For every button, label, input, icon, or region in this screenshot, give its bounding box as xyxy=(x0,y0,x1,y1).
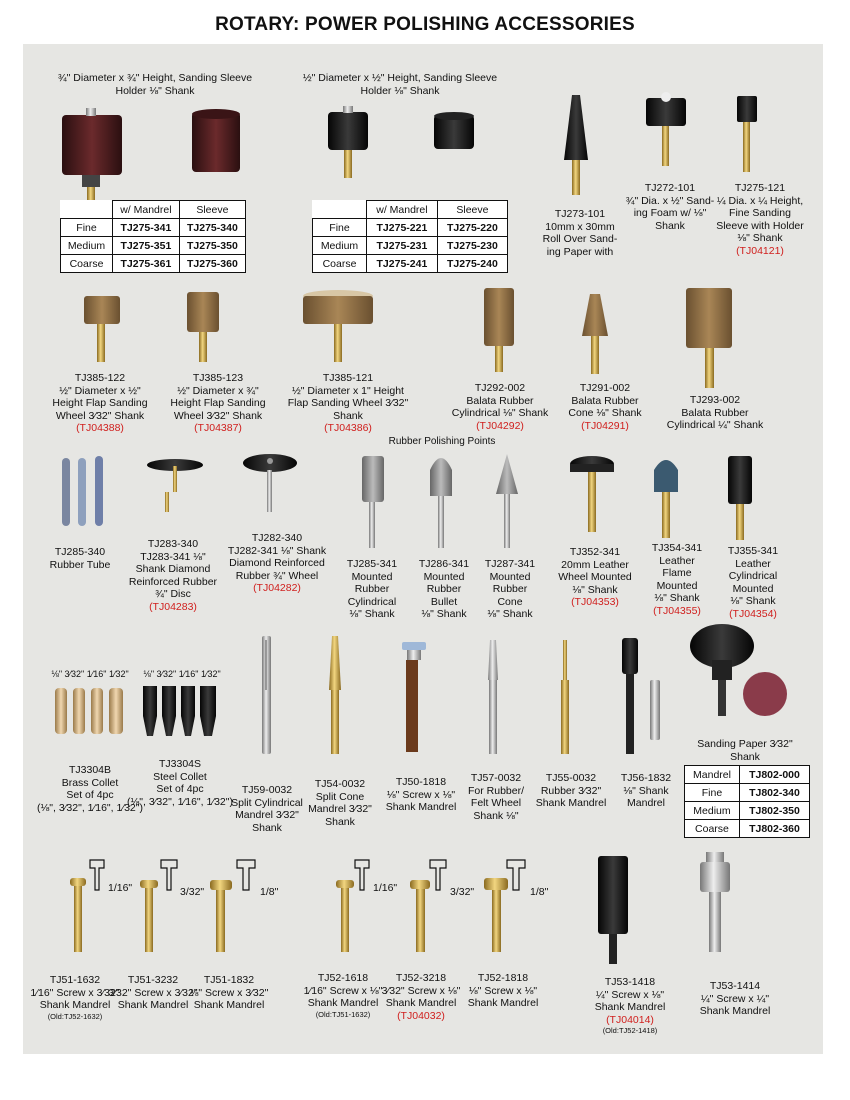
sanding-sleeve-with-mandrel-small xyxy=(328,106,368,178)
mounted-rubber-cone xyxy=(496,454,518,548)
product-tj283-340: TJ283-340 TJ283-341 ⅛" Shank Diamond Reinforced Rubber ¾" Disc (TJ04283) xyxy=(128,538,218,613)
product-tj3304s: TJ3304S Steel Collet Set of 4pc (⅛", 3⁄32", 1⁄16", 1⁄32") xyxy=(127,758,233,808)
leather-wheel xyxy=(570,456,614,532)
product-tj286-341: TJ286-341 Mounted Rubber Bullet ⅛" Shank xyxy=(418,558,470,620)
rubber-mandrel xyxy=(561,640,569,754)
product-tj57-0032: TJ57-0032 For Rubber/ Felt Wheel Shank ⅛" xyxy=(467,772,525,822)
product-tj273-101: TJ273-101 10mm x 30mm Roll Over Sand- ing Paper with xyxy=(542,208,618,258)
flap-wheel-small xyxy=(84,296,120,362)
table-row: Mandrel TJ802-000 xyxy=(685,766,810,784)
product-tj354-341: TJ354-341 Leather Flame Mounted ⅛" Shank (TJ04355) xyxy=(651,542,703,617)
size-label: 1/16" xyxy=(373,882,398,894)
product-tj355-341: TJ355-341 Leather Cylindrical Mounted ⅛" Shank (TJ04354) xyxy=(727,545,779,620)
rubber-points-heading: Rubber Polishing Points xyxy=(388,436,496,447)
size-label: 1/8" xyxy=(260,886,279,898)
sleeve-12-caption: ½" Diameter x ½" Height, Sanding Sleeve Holder ⅛" Shank xyxy=(302,72,498,97)
table-row: Coarse TJ275-361 TJ275-360 xyxy=(61,255,246,273)
sleeve-34-table: w/ Mandrel Sleeve Fine TJ275-341 TJ275-340 Medium TJ275-351 TJ275-350 Coarse TJ275-361 TJ275-360 xyxy=(60,200,246,273)
product-tj287-341: TJ287-341 Mounted Rubber Cone ⅛" Shank xyxy=(484,558,536,620)
sanding-sleeve-small xyxy=(434,112,474,149)
table-row: Medium TJ275-231 TJ275-230 xyxy=(313,237,508,255)
screw-mandrel-1818 xyxy=(402,642,426,752)
product-tj352-341: TJ352-341 20mm Leather Wheel Mounted ⅛" Shank (TJ04353) xyxy=(558,546,632,608)
product-tj282-340: TJ282-340 TJ282-341 ⅛" Shank Diamond Reinforced Rubber ¾" Wheel (TJ04282) xyxy=(227,532,327,594)
split-cylindrical-mandrel xyxy=(262,636,271,754)
table-row: Medium TJ802-350 xyxy=(685,802,810,820)
product-tj292-002: TJ292-002 Balata Rubber Cylindrical ⅛" Shank (TJ04292) xyxy=(451,382,549,432)
product-tj53-1418: TJ53-1418 ¼" Screw x ⅛" Shank Mandrel (TJ04014) (Old:TJ52-1418) xyxy=(594,976,666,1035)
page-title: ROTARY: POWER POLISHING ACCESSORIES xyxy=(215,14,635,35)
brass-collets xyxy=(55,688,123,734)
shank-mandrel-1832 xyxy=(622,638,660,754)
size-label: 3/32" xyxy=(450,886,475,898)
product-tj56-1832: TJ56-1832 ⅛" Shank Mandrel xyxy=(620,772,672,809)
product-tj54-0032: TJ54-0032 Split Cone Mandrel 3⁄32" Shank xyxy=(308,778,372,828)
leather-cylinder xyxy=(728,456,752,540)
fine-sanding-sleeve-holder xyxy=(737,96,757,172)
sanding-paper-caption: Sanding Paper 3⁄32" Shank xyxy=(697,738,793,763)
product-tj285-341: TJ285-341 Mounted Rubber Cylindrical ⅛" Shank xyxy=(346,558,398,620)
product-tj385-122: TJ385-122 ½" Diameter x ½" Height Flap Sanding Wheel 3⁄32" Shank (TJ04388) xyxy=(52,372,148,434)
product-tj385-123: TJ385-123 ½" Diameter x ¾" Height Flap Sanding Wheel 3⁄32" Shank (TJ04387) xyxy=(170,372,266,434)
balata-rubber-cone xyxy=(582,294,608,374)
table-row: Fine TJ802-340 xyxy=(685,784,810,802)
sanding-sleeve-with-mandrel-large xyxy=(62,108,122,207)
product-tj51-1832: TJ51-1832 ⅛" Screw x 3⁄32" Shank Mandrel xyxy=(189,974,269,1011)
product-tj50-1818: TJ50-1818 ⅛" Screw x ⅛" Shank Mandrel xyxy=(385,776,457,813)
diamond-rubber-disc xyxy=(147,459,203,512)
size-label: 1/16" xyxy=(108,882,133,894)
collet-sizes-brass: ⅛" 3⁄32" 1⁄16" 1⁄32" xyxy=(51,669,129,679)
product-tj275-121: TJ275-121 ¼ Dia. x ¼ Height, Fine Sanding Sleeve with Holder ⅛" Shank (TJ04121) xyxy=(716,182,804,257)
felt-wheel-mandrel xyxy=(488,640,498,754)
size-label: 1/8" xyxy=(530,886,549,898)
diamond-rubber-wheel xyxy=(243,454,297,512)
product-tj293-002: TJ293-002 Balata Rubber Cylindrical ¼" Shank xyxy=(666,394,764,431)
product-tj285-340: TJ285-340 Rubber Tube xyxy=(49,546,111,571)
sanding-sleeve-large xyxy=(192,109,240,172)
size-label: 3/32" xyxy=(180,886,205,898)
product-tj59-0032: TJ59-0032 Split Cylindrical Mandrel 3⁄32" Shank xyxy=(231,784,303,834)
table-row: Fine TJ275-341 TJ275-340 xyxy=(61,219,246,237)
sanding-foam-drum xyxy=(646,92,686,166)
steel-collets xyxy=(143,686,216,736)
product-tj51-1632: TJ51-1632 1⁄16" Screw x 3⁄32" Shank Mandrel (Old:TJ52-1632) xyxy=(30,974,120,1021)
flap-wheel-medium xyxy=(187,292,219,362)
mounted-rubber-bullet xyxy=(430,458,452,548)
product-tj52-1618: TJ52-1618 1⁄16" Screw x ⅛" Shank Mandrel (Old:TJ51-1632) xyxy=(303,972,383,1019)
sanding-paper-disc xyxy=(690,624,787,716)
product-tj55-0032: TJ55-0032 Rubber 3⁄32" Shank Mandrel xyxy=(535,772,607,809)
split-cone-mandrel xyxy=(329,636,341,754)
mounted-rubber-cylinder xyxy=(362,456,384,548)
product-tj3304b: TJ3304B Brass Collet Set of 4pc (⅛", 3⁄32", 1⁄16", 1⁄32") xyxy=(37,764,143,814)
product-tj51-3232: TJ51-3232 3⁄32" Screw x 3⁄32" Shank Mandrel xyxy=(108,974,198,1011)
sleeve-34-caption: ¾" Diameter x ¾" Height, Sanding Sleeve Holder ⅛" Shank xyxy=(57,72,253,97)
sanding-paper-table xyxy=(684,765,810,838)
table-row: Fine TJ275-221 TJ275-220 xyxy=(313,219,508,237)
screw-size-diagram-b xyxy=(325,858,585,898)
product-tj385-121: TJ385-121 ½" Diameter x 1" Height Flap Sanding Wheel 3⁄32" Shank (TJ04386) xyxy=(287,372,409,434)
leather-flame xyxy=(654,460,678,538)
table-row: Coarse TJ275-241 TJ275-240 xyxy=(313,255,508,273)
roll-over-sanding-cone xyxy=(564,95,588,195)
screw-mandrel-tj53-1414 xyxy=(700,852,730,952)
screw-size-diagram-a xyxy=(60,858,320,898)
table-row: Medium TJ275-351 TJ275-350 xyxy=(61,237,246,255)
product-tj53-1414: TJ53-1414 ¼" Screw x ¼" Shank Mandrel xyxy=(699,980,771,1017)
rubber-tubes xyxy=(62,456,103,526)
flap-wheel-large xyxy=(303,290,373,362)
product-tj272-101: TJ272-101 ¾" Dia. x ½" Sand- ing Foam w/ ⅛" Shank xyxy=(625,182,715,232)
product-tj52-1818: TJ52-1818 ⅛" Screw x ⅛" Shank Mandrel xyxy=(467,972,539,1009)
product-tj291-002: TJ291-002 Balata Rubber Cone ⅛" Shank (TJ04291) xyxy=(568,382,642,432)
product-tj52-3218: TJ52-3218 3⁄32" Screw x ⅛" Shank Mandrel (TJ04032) xyxy=(381,972,461,1022)
screw-mandrel-tj53-1418 xyxy=(598,856,628,964)
collet-sizes-steel: ⅛" 3⁄32" 1⁄16" 1⁄32" xyxy=(143,669,221,679)
balata-rubber-cylinder-large xyxy=(686,288,732,388)
table-row: Coarse TJ802-360 xyxy=(685,820,810,838)
balata-rubber-cylinder xyxy=(484,288,514,372)
sleeve-12-table: w/ Mandrel Sleeve Fine TJ275-221 TJ275-220 Medium TJ275-231 TJ275-230 Coarse TJ275-241 TJ275-240 xyxy=(312,200,508,273)
